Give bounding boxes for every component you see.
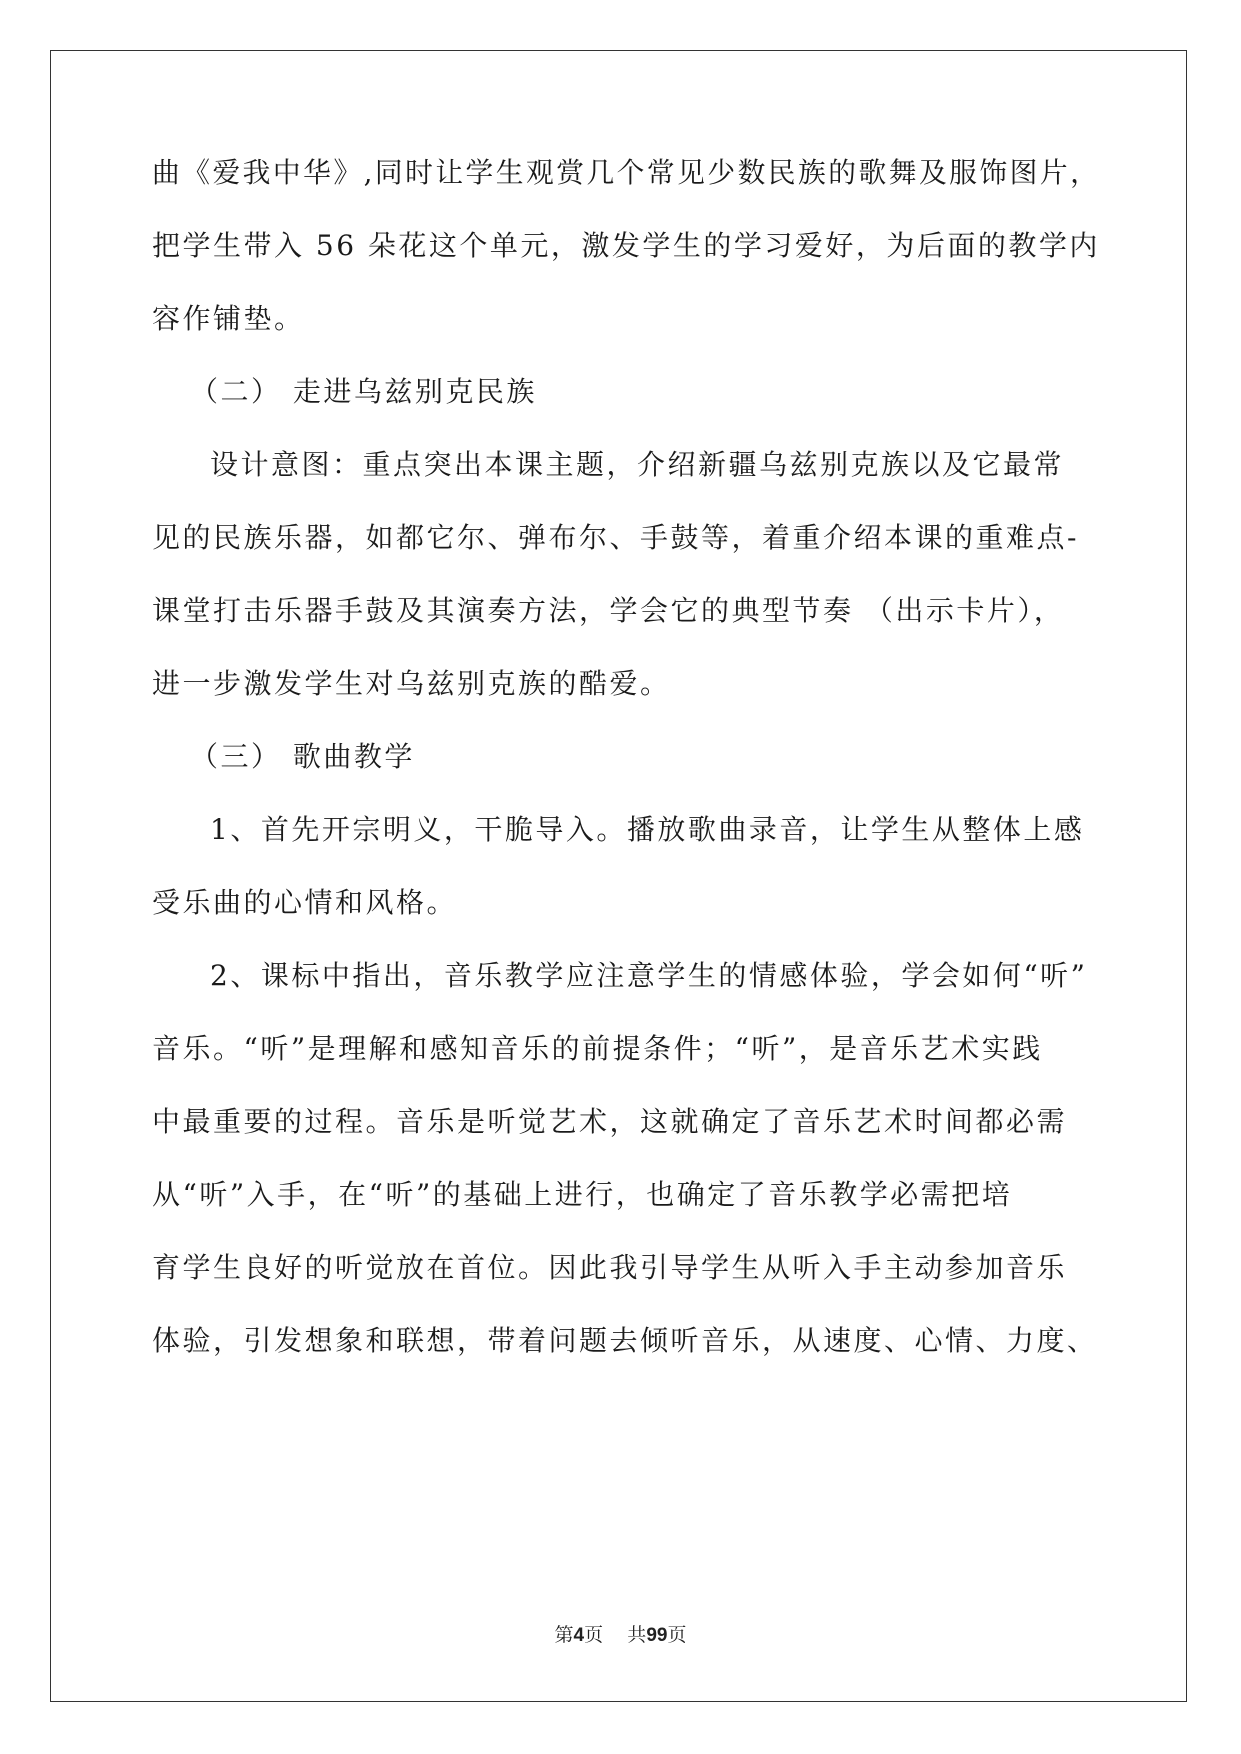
- page-footer: [0, 1623, 1241, 1648]
- text-line: 设计意图：重点突出本课主题，介绍新疆乌兹别克族以及它最常: [210, 448, 1065, 481]
- text-line: 中最重要的过程。音乐是听觉艺术，这就确定了音乐艺术时间都必需: [152, 1105, 1068, 1138]
- text-line: 育学生良好的听觉放在首位。因此我引导学生从听入手主动参加音乐: [152, 1251, 1068, 1284]
- text-line: 2、课标中指出，音乐教学应注意学生的情感体验，学会如何“听”: [210, 959, 1088, 992]
- text-line: 受乐曲的心情和风格。: [152, 886, 458, 919]
- section-heading: （二） 走进乌兹别克民族: [190, 375, 537, 408]
- page-border: [50, 50, 1187, 1702]
- text-line: 音乐。“听”是理解和感知音乐的前提条件；“听”，是音乐艺术实践: [152, 1032, 1043, 1065]
- text-line: 从“听”入手，在“听”的基础上进行，也确定了音乐教学必需把培: [152, 1178, 1013, 1211]
- footer-total-prefix: 共: [627, 1624, 647, 1646]
- footer-total-pages: 99: [646, 1625, 668, 1646]
- footer-page-unit: 页: [584, 1624, 604, 1646]
- footer-page-number: 4: [573, 1625, 585, 1646]
- text-line: 把学生带入 56 朵花这个单元，激发学生的学习爱好，为后面的教学内: [152, 229, 1100, 262]
- text-line: 见的民族乐器，如都它尔、弹布尔、手鼓等，着重介绍本课的重难点-: [152, 521, 1079, 554]
- text-line: 课堂打击乐器手鼓及其演奏方法，学会它的典型节奏 （出示卡片），: [152, 594, 1065, 627]
- section-heading: （三） 歌曲教学: [190, 740, 415, 773]
- footer-total-unit: 页: [667, 1624, 687, 1646]
- text-line: 曲《爱我中华》,同时让学生观赏几个常见少数民族的歌舞及服饰图片，: [152, 156, 1101, 189]
- text-line: 1、首先开宗明义，干脆导入。播放歌曲录音，让学生从整体上感: [210, 813, 1085, 846]
- text-line: 进一步激发学生对乌兹别克族的酷爱。: [152, 667, 671, 700]
- text-line: 体验，引发想象和联想，带着问题去倾听音乐，从速度、心情、力度、: [152, 1324, 1098, 1357]
- footer-prefix: 第: [554, 1624, 574, 1646]
- text-line: 容作铺垫。: [152, 302, 305, 335]
